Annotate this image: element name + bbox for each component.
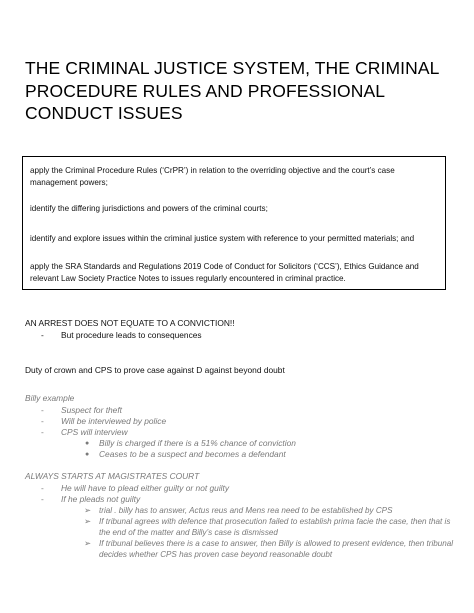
dot-marker: ● (85, 440, 90, 447)
dash-marker: - (41, 494, 44, 504)
arrow-marker: ➢ (84, 505, 92, 515)
dash-marker: - (41, 416, 44, 426)
page-title (25, 57, 455, 125)
title-line-1: THE CRIMINAL JUSTICE SYSTEM, THE CRIMINAL (25, 58, 440, 78)
objective-item: apply the Criminal Procedure Rules (‘CrPR’) in relation to the overriding objective and the court’s case management powers; (30, 166, 395, 187)
billy-sub-item: Ceases to be a suspect and becomes a defendant (99, 449, 286, 459)
objective-item: identify and explore issues within the criminal justice system with reference to your permitted materials; and (30, 234, 415, 243)
dash-marker: - (41, 483, 44, 493)
billy-item: CPS will interview (61, 427, 128, 437)
billy-item: Suspect for theft (61, 405, 122, 415)
magistrates-item: He will have to plead either guilty or not guilty (61, 483, 230, 493)
arrow-marker: ➢ (84, 516, 92, 526)
magistrates-arrow-item: If tribunal agrees with defence that prosecution failed to establish prima facie the case, then that is the end of the matter and Billy’s case is dismissed (99, 517, 451, 537)
objective-item: identify the differing jurisdictions and powers of the criminal courts; (30, 204, 268, 213)
duty-statement: Duty of crown and CPS to prove case against D against beyond doubt (25, 365, 285, 375)
arrest-heading: AN ARREST DOES NOT EQUATE TO A CONVICTION!! (25, 318, 235, 328)
arrow-marker: ➢ (84, 538, 92, 548)
learning-objectives-box (22, 156, 446, 290)
magistrates-arrow-item: If tribunal believes there is a case to answer, then Billy is allowed to present evidence, then tribunal decides whether CPS has proven case beyond reasonable doubt (99, 539, 454, 559)
dash-marker: - (41, 405, 44, 415)
magistrates-heading: ALWAYS STARTS AT MAGISTRATES COURT (25, 471, 200, 481)
magistrates-arrow-item: trial . billy has to answer, Actus reus and Mens rea need to be established by CPS (99, 506, 393, 515)
title-line-2: PROCEDURE RULES AND PROFESSIONAL (25, 80, 386, 101)
title-line-3: CONDUCT ISSUES (25, 103, 183, 123)
magistrates-item: If he pleads not guilty (61, 494, 141, 504)
arrest-bullet: But procedure leads to consequences (61, 330, 202, 340)
billy-heading: Billy example (25, 393, 75, 403)
dash-marker: - (41, 330, 44, 340)
dot-marker: ● (85, 451, 90, 458)
dash-marker: - (41, 427, 44, 437)
objective-item: apply the SRA Standards and Regulations 2019 Code of Conduct for Solicitors (‘CCS’), Ethics Guidance and relevant Law Society Practice Notes to issues regularly encountered in criminal practice. (30, 262, 419, 283)
billy-item: Will be interviewed by police (61, 416, 167, 426)
billy-sub-item: Billy is charged if there is a 51% chance of conviction (99, 438, 296, 448)
